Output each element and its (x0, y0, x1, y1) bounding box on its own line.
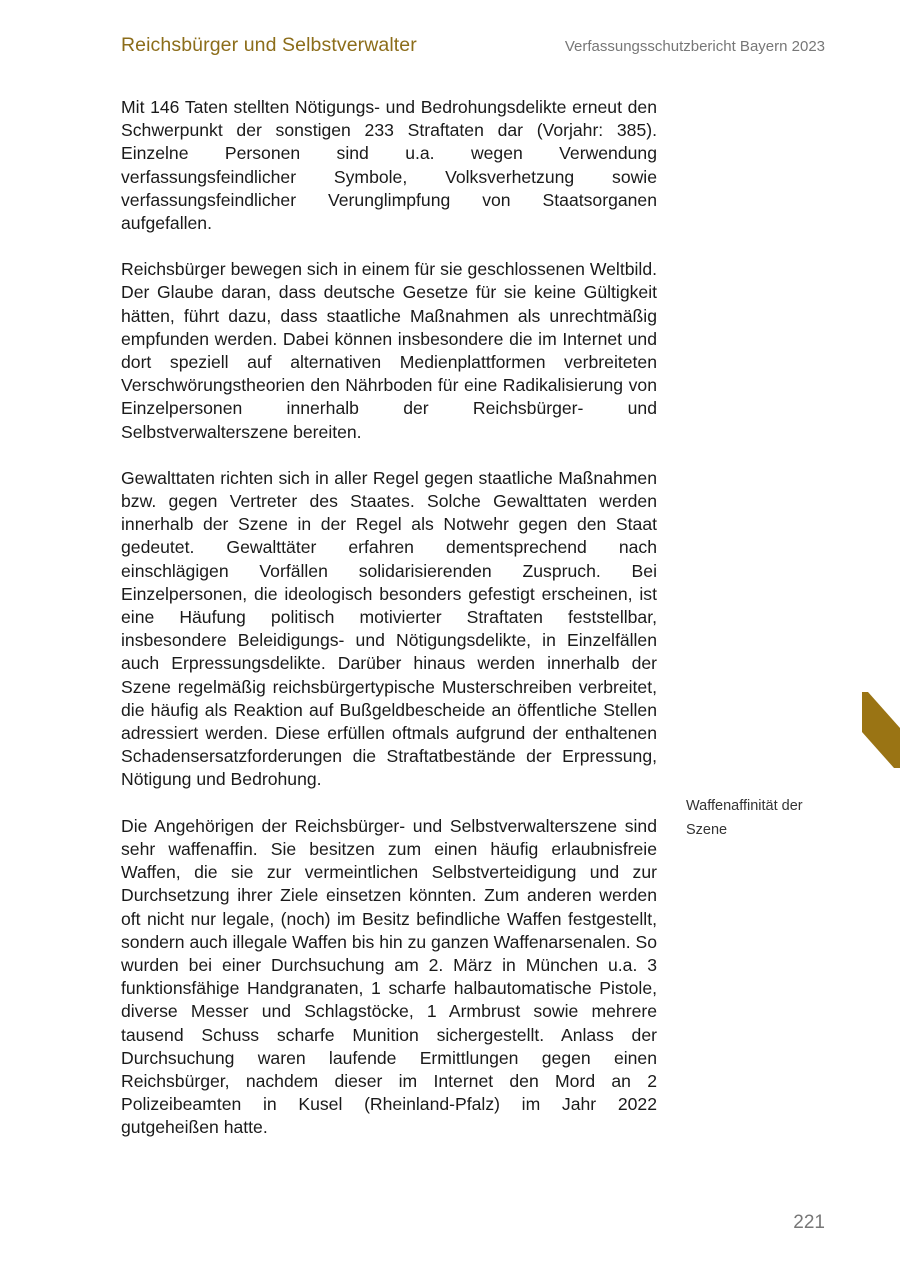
chapter-tab-shape (862, 692, 900, 768)
body-text (121, 96, 657, 1163)
paragraph-weapons: Die Angehörigen der Reichsbürger- und Selbstverwalterszene sind sehr waffenaffin. Sie besitzen zum einen häufig erlaubnisfreie Waffen, die sie zur vermeintlichen Selbstverteidigung und zur Durchsetzung ihrer Ziele einsetzen könnten. Zum anderen werden oft nicht nur legale, (noch) im Besitz befindliche Waffen festgestellt, sondern auch illegale Waffen bis hin zu ganzen Waffenarsenalen. So wurden bei einer Durchsuchung am 2. März in München u.a. 3 funktionsfähige Handgranaten, 1 scharfe halbautomatische Pistole, diverse Messer und Schlagstöcke, 1 Armbrust sowie mehrere tausend Schuss scharfe Munition sichergestellt. Anlass der Durchsuchung waren laufende Ermittlungen gegen einen Reichsbürger, nachdem dieser im Internet den Mord an 2 Polizeibeamten in Kusel (Rheinland-Pfalz) im Jahr 2022 gutgeheißen hatte. (121, 815, 657, 1138)
page-number: 221 (793, 1212, 825, 1233)
report-title: Verfassungsschutzbericht Bayern 2023 (564, 38, 825, 55)
paragraph-violence: Gewalttaten richten sich in aller Regel gegen staatliche Maßnahmen bzw. gegen Vertreter des Staates. Solche Gewalttaten werden innerhalb der Szene in der Regel als Notwehr gegen den Staat gedeutet. Gewalttäter erfahren dementsprechend nach einschlägigen Vorfällen solidarisierenden Zuspruch. Bei Einzelpersonen, die ideologisch besonders gefestigt erscheinen, ist eine Häufung politisch motivierter Straftaten feststellbar, insbesondere Beleidigungs- und Nötigungsdelikte, in Einzelfällen auch Erpressungsdelikte. Darüber hinaus werden innerhalb der Szene regelmäßig reichsbürgertypische Musterschreiben verbreitet, die häufig als Reaktion auf Bußgeldbescheide an öffentliche Stellen adressiert werden. Diese erfüllen oftmals aufgrund der enthaltenen Schadensersatzforderungen die Straftatbestände der Erpressung, Nötigung und Bedrohung. (121, 467, 657, 790)
margin-note: Waffenaffinität der Szene (686, 798, 803, 838)
paragraph-offenses: Mit 146 Taten stellten Nötigungs- und Bedrohungsdelikte erneut den Schwerpunkt der sonstigen 233 Straftaten dar (Vorjahr: 385). Einzelne Personen sind u.a. wegen Verwendung verfassungsfeindlicher Symbole, Volksverhetzung sowie verfassungsfeindlicher Verunglimpfung von Staatsorganen aufgefallen. (121, 97, 657, 234)
chapter-tab-marker (862, 692, 900, 768)
chapter-title: Reichsbürger und Selbstverwalter (121, 34, 417, 56)
paragraph-worldview: Reichsbürger bewegen sich in einem für sie geschlossenen Weltbild. Der Glaube daran, dass deutsche Gesetze für sie keine Gültigkeit hätten, führt dazu, dass staatliche Maßnahmen als unrechtmäßig empfunden werden. Dabei können insbesondere die im Internet und dort speziell auf alternativen Medienplattformen verbreiteten Verschwörungstheorien den Nährboden für eine Radikalisierung von Einzelpersonen innerhalb der Reichsbürger- und Selbstverwalterszene bereiten. (121, 259, 657, 442)
